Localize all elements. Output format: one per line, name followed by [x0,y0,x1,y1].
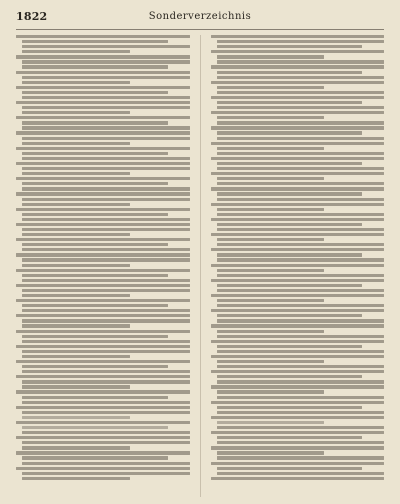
text-line [217,228,385,231]
text-line [217,208,325,211]
text-line [217,299,325,302]
right-entry-block [211,35,385,480]
text-line [22,213,168,216]
text-line [217,396,385,399]
text-line [16,345,190,348]
text-line [217,71,363,74]
text-line [22,370,190,373]
text-line [217,360,325,363]
text-line [211,248,385,251]
text-line [22,431,190,434]
text-line [22,187,190,190]
text-line [22,96,190,99]
text-line [22,137,190,140]
text-line [217,213,385,216]
text-line [217,426,385,429]
text-line [22,335,168,338]
text-line [217,319,385,322]
text-line [217,76,385,79]
text-line [217,406,363,409]
text-line [16,406,190,409]
text-line [217,375,363,378]
text-line [217,456,385,459]
text-line [22,274,168,277]
text-line [16,390,190,393]
text-line [22,142,130,145]
text-line [217,269,325,272]
text-line [22,416,130,419]
text-line [22,365,168,368]
text-line [22,319,190,322]
text-line [217,335,385,338]
text-line [22,426,168,429]
text-line [211,401,385,404]
text-line [16,116,190,119]
right-column [211,35,385,497]
text-line [211,324,385,327]
text-line [217,106,385,109]
text-line [16,86,190,89]
text-line [22,111,130,114]
text-line [217,147,325,150]
text-line [217,167,385,170]
text-line [217,314,363,317]
text-line [22,152,168,155]
text-line [22,218,190,221]
text-line [211,355,385,358]
text-line [211,172,385,175]
text-line [211,218,385,221]
text-line [217,131,363,134]
text-line [217,243,385,246]
text-line [22,233,130,236]
text-line [22,289,190,292]
text-line [211,81,385,84]
text-line [16,314,190,317]
text-line [211,264,385,267]
text-line [16,253,190,256]
text-line [211,35,385,38]
text-line [217,345,363,348]
text-line [16,269,190,272]
text-line [217,223,363,226]
text-line [16,375,190,378]
text-line [217,284,363,287]
text-line [217,467,363,470]
text-line [22,279,190,282]
text-line [22,40,168,43]
text-line [217,152,385,155]
text-line [217,472,385,475]
left-entry-block [16,35,190,480]
text-line [211,65,385,68]
text-line [22,91,168,94]
text-line [22,456,168,459]
text-line [217,253,363,256]
text-line [217,192,363,195]
text-line [16,299,190,302]
text-line [211,142,385,145]
text-line [211,416,385,419]
text-line [211,462,385,465]
text-line [22,396,168,399]
text-line [22,45,190,48]
text-line [22,340,190,343]
text-line [217,121,385,124]
text-line [217,91,385,94]
text-line [22,76,190,79]
text-line [211,126,385,129]
text-line [211,96,385,99]
text-line [217,162,363,165]
text-line [217,274,385,277]
text-line [217,390,325,393]
text-line [217,198,385,201]
text-line [22,81,130,84]
text-line [217,258,385,261]
text-line [217,55,325,58]
text-line [211,279,385,282]
text-line [22,294,130,297]
text-line [16,147,190,150]
left-column [16,35,190,497]
text-line [16,238,190,241]
text-line [217,304,385,307]
text-line [16,131,190,134]
text-line [211,157,385,160]
text-line [22,446,130,449]
text-line [22,228,190,231]
text-line [217,436,363,439]
text-line [16,192,190,195]
text-line [217,411,385,414]
text-line [16,71,190,74]
text-line [211,431,385,434]
text-line [217,380,385,383]
text-line [22,198,190,201]
text-line [22,50,130,53]
text-line [217,182,385,185]
text-line [217,45,363,48]
text-line [16,360,190,363]
text-line [211,446,385,449]
right-text-lines [211,35,385,480]
entry-columns [16,35,384,497]
text-line [22,258,190,261]
text-line [211,385,385,388]
text-line [22,167,190,170]
text-line [211,50,385,53]
text-line [211,340,385,343]
text-line [211,477,385,480]
text-line [16,55,190,58]
header-rule [16,29,384,30]
text-line [16,436,190,439]
text-line [217,451,325,454]
running-header [16,10,384,26]
text-line [22,324,130,327]
text-line [16,451,190,454]
text-line [217,101,363,104]
text-line [16,162,190,165]
text-line [217,137,385,140]
text-line [22,477,130,480]
page-number: 1822 [16,10,48,23]
text-line [217,421,325,424]
text-line [16,284,190,287]
text-line [16,35,190,38]
text-line [22,462,190,465]
text-line [211,187,385,190]
text-line [22,441,190,444]
text-line [217,365,385,368]
text-line [217,40,385,43]
text-line [22,65,168,68]
text-line [22,264,130,267]
text-line [217,60,385,63]
text-line [217,350,385,353]
text-line [22,355,130,358]
text-line [22,309,190,312]
text-line [22,106,190,109]
text-line [22,411,190,414]
text-line [16,421,190,424]
page-title: Sonderverzeichnis [148,11,252,22]
text-line [22,248,190,251]
left-text-lines [16,35,190,480]
text-line [22,60,190,63]
text-line [211,309,385,312]
text-line [22,472,190,475]
text-line [22,126,190,129]
column-divider [200,35,201,497]
text-line [16,101,190,104]
text-line [16,467,190,470]
text-line [211,370,385,373]
text-line [217,289,385,292]
text-line [211,233,385,236]
text-line [22,380,190,383]
text-line [211,203,385,206]
text-line [22,203,130,206]
text-line [16,223,190,226]
text-line [16,330,190,333]
text-line [22,121,168,124]
text-line [217,177,325,180]
text-line [217,116,325,119]
text-line [22,157,190,160]
text-line [22,182,168,185]
text-line [22,385,130,388]
text-line [22,304,168,307]
text-line [16,177,190,180]
text-line [22,401,190,404]
text-line [211,111,385,114]
text-line [22,172,130,175]
text-line [22,243,168,246]
text-line [16,208,190,211]
text-line [217,238,325,241]
text-line [217,441,385,444]
text-line [211,294,385,297]
text-line [217,86,325,89]
text-line [217,330,325,333]
text-line [22,350,190,353]
